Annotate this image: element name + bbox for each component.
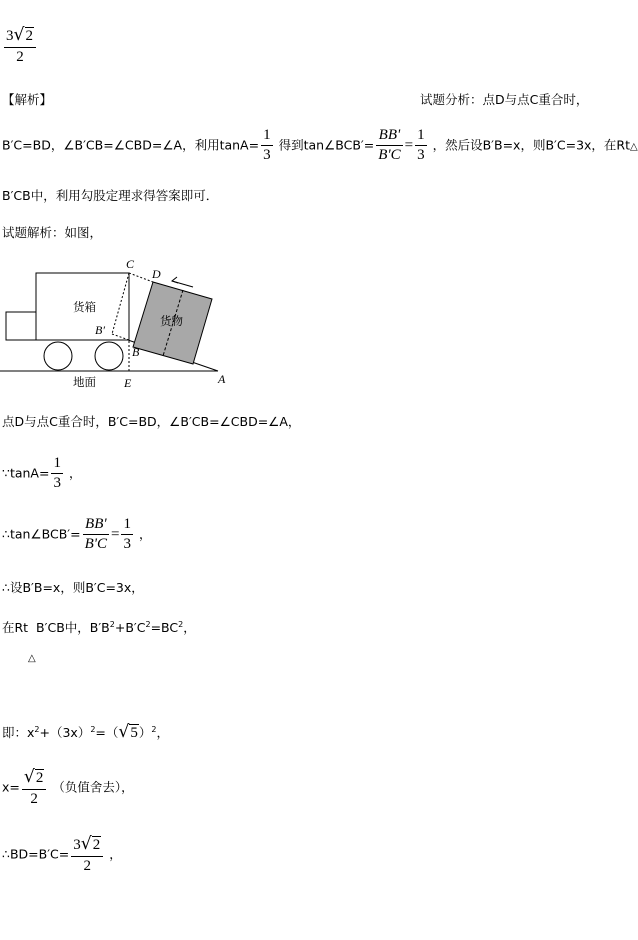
step-6-text-d: ）: [138, 725, 152, 740]
exp-6a: 2: [34, 724, 40, 734]
step-8-comma: ，: [109, 846, 122, 862]
analysis-intro: 试题分析：点D与点C重合时，: [420, 92, 589, 107]
wheel-left: [44, 342, 72, 370]
analysis-text-c: ，然后设B′B=x，则B′C=3x，在Rt: [432, 137, 631, 153]
step-8: [2, 835, 122, 875]
exp-2b: 2: [145, 619, 151, 629]
dotted-c-d: [129, 273, 153, 282]
step-5-comma: ，: [183, 620, 196, 635]
analysis-text-a: B′C=BD，∠B′CB=∠CBD=∠A，利用tanA=: [2, 137, 260, 153]
ratio-fraction: $\frac{BB'}{B'C}$: [378, 127, 401, 164]
wheel-right: [95, 342, 123, 370]
exp-6b: 2: [90, 724, 96, 734]
step-5-rt: 在Rt: [2, 620, 29, 635]
step-2-fraction: $\frac{1}{3}$: [53, 455, 61, 492]
step-7-note: （负值舍去），: [52, 779, 134, 795]
exp-2a: 2: [109, 619, 115, 629]
triangle-symbol: △: [630, 141, 638, 153]
solution-title: 试题解析：如图，: [2, 225, 103, 240]
step-5-text-b: +B′C: [114, 620, 146, 635]
step-1: 点D与点C重合时，B′C=BD，∠B′CB=∠CBD=∠A，: [2, 414, 301, 429]
step-3-value: $\frac{1}{3}$: [123, 516, 131, 553]
label-goods: 货物: [160, 314, 183, 328]
answer-fraction: $\frac{3√2}{2}$: [2, 26, 38, 66]
step-2-comma: ，: [68, 465, 82, 481]
step-8-text: ∴BD=B′C=: [2, 846, 70, 862]
step-5: [2, 618, 196, 636]
label-E: E: [124, 376, 132, 390]
step-2: [2, 455, 81, 493]
analysis-text-b: 得到tan∠BCB′=: [278, 137, 375, 153]
step-6-text-c: =（: [95, 725, 119, 740]
step-3-ratio: $\frac{BB'}{B'C}$: [84, 516, 108, 553]
label-A: A: [218, 372, 226, 386]
step-3-equals: =: [111, 526, 120, 543]
sqrt-5: √5: [118, 722, 138, 742]
label-Bprime: B′: [95, 323, 105, 337]
step-7-fraction: $\frac{√2}{2}$: [22, 768, 47, 808]
analysis-line-2: B′CB中，利用勾股定理求得答案即可．: [2, 188, 219, 203]
analysis-line-1: [2, 127, 638, 165]
step-6-text-b: +（3x）: [39, 725, 91, 740]
ratio-value-fraction: $\frac{1}{3}$: [417, 127, 425, 164]
label-C: C: [126, 257, 135, 271]
step-7: [2, 768, 134, 808]
step-6-text-a: 即：x: [2, 725, 35, 740]
step-6: [2, 722, 169, 742]
exp-2c: 2: [178, 619, 184, 629]
step-4: ∴设B′B=x，则B′C=3x，: [2, 580, 144, 595]
equals-sign: =: [404, 137, 414, 154]
step-5-triangle: △: [28, 653, 36, 664]
label-D: D: [152, 267, 161, 281]
step-7-text: x=: [2, 779, 20, 795]
label-ground: 地面: [73, 375, 96, 389]
analysis-tag: 【解析】: [2, 92, 53, 107]
step-5-text-c: =BC: [150, 620, 179, 635]
step-3-comma: ，: [138, 526, 152, 542]
step-8-fraction: $\frac{3√2}{2}$: [71, 835, 103, 875]
truck-cab: [6, 312, 36, 340]
exp-6c: 2: [151, 724, 157, 734]
label-B: B: [132, 345, 140, 359]
step-2-text: ∵tanA=: [2, 465, 50, 481]
truck-cargo-figure: [0, 252, 240, 392]
step-3: [2, 516, 151, 554]
tan-fraction: $\frac{1}{3}$: [263, 127, 271, 164]
label-box: 货箱: [73, 300, 96, 314]
step-6-comma: ，: [156, 725, 170, 740]
step-3-text: ∴tan∠BCB′=: [2, 526, 81, 542]
step-5-text-a: B′CB中，B′B: [36, 620, 110, 635]
